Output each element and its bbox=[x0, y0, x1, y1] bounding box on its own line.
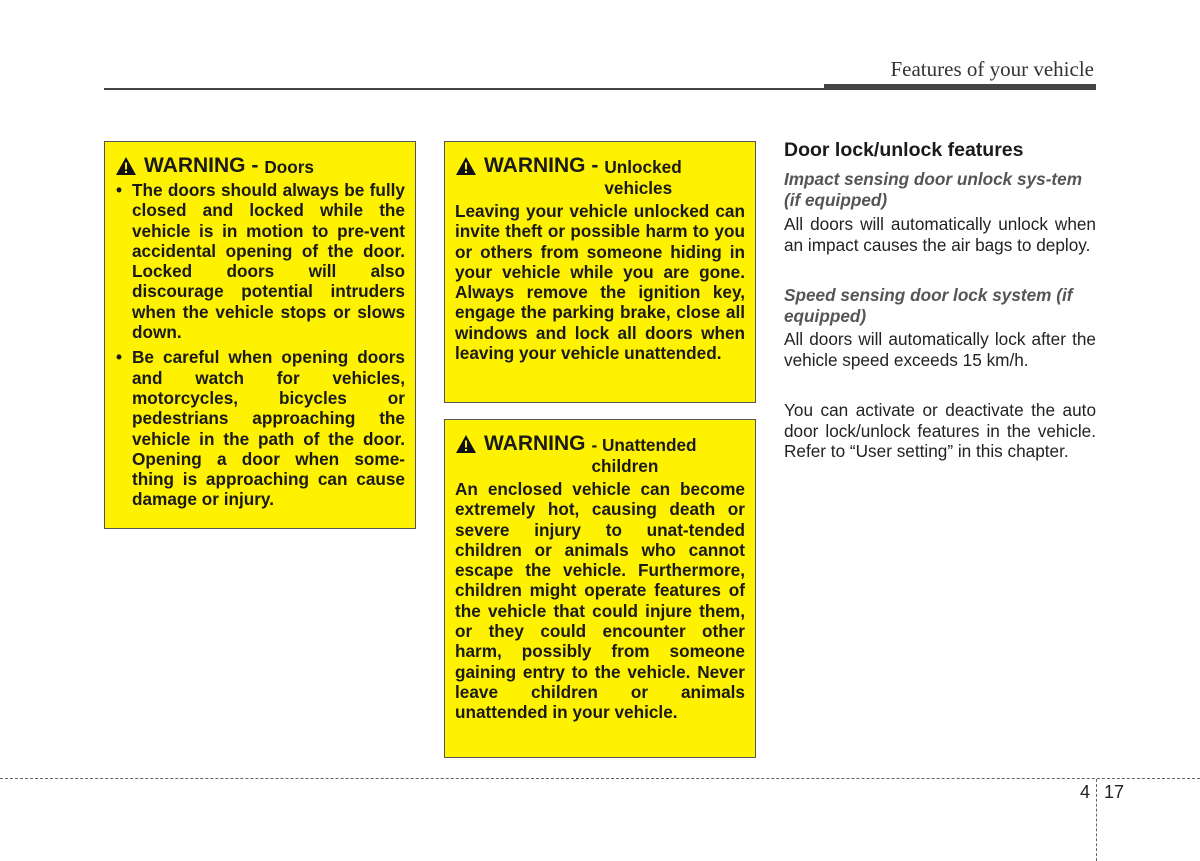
warning-triangle-icon bbox=[455, 434, 477, 454]
warning-label: WARNING - bbox=[144, 154, 259, 177]
warning-body: Leaving your vehicle unlocked can invite theft or possible harm to you or others from someone hiding in your vehicle while you are gone. Always remove the ignition key, engage the parking brake, close all windows and lock all doors when leaving your vehicle unattended. bbox=[455, 201, 745, 364]
warning-subject: Unlocked vehicles bbox=[604, 157, 682, 198]
warning-body: An enclosed vehicle can become extremely hot, causing death or severe injury to unat-tended children or animals who cannot escape the vehicle. Furthermore, children might operate features of the vehicle that could injure them, or they could encounter other harm, possibly from someone gaining entry to the vehicle. Never leave children or animals unattended in your vehicle. bbox=[455, 479, 745, 723]
warning-box-doors bbox=[104, 141, 416, 529]
header-rule-accent bbox=[824, 84, 1096, 90]
warning-header bbox=[455, 432, 745, 477]
warning-triangle-icon bbox=[455, 156, 477, 176]
warning-subject: - Unattended children bbox=[591, 435, 697, 476]
footer-divider bbox=[1096, 779, 1097, 861]
chapter-number: 4 bbox=[1080, 782, 1091, 802]
warning-bullet: • The doors should always be fully closed and locked while the vehicle is in motion to pre-vent accidental opening of the door. Locked doors will also discourage potential intruders when the vehicle stops or slows down. bbox=[116, 180, 405, 343]
warning-bullet-list bbox=[115, 180, 405, 510]
footer-rule bbox=[0, 778, 1200, 779]
speed-sensing-title: Speed sensing door lock system (if equipped) bbox=[784, 285, 1073, 326]
warning-box-unattended bbox=[444, 419, 756, 758]
impact-sensing-text: All doors will automatically unlock when an impact causes the air bags to deploy. bbox=[784, 214, 1096, 255]
warning-subject: Doors bbox=[264, 157, 314, 177]
door-lock-section bbox=[784, 138, 1096, 462]
warning-bullet: • Be careful when opening doors and watch for vehicles, motorcycles, bicycles or pedestrians approaching the vehicle in the path of the door. Opening a door when some-thing is approaching can cause damage or injury. bbox=[116, 347, 405, 510]
warning-label: WARNING bbox=[484, 432, 586, 455]
section-title: Door lock/unlock features bbox=[784, 139, 1024, 161]
impact-sensing-title: Impact sensing door unlock sys-tem (if equipped) bbox=[784, 169, 1082, 210]
warning-label: WARNING - bbox=[484, 154, 599, 177]
speed-sensing-text: All doors will automatically lock after the vehicle speed exceeds 15 km/h. bbox=[784, 329, 1096, 370]
warning-triangle-icon bbox=[115, 156, 137, 176]
running-header: Features of your vehicle bbox=[890, 57, 1094, 81]
activate-text: You can activate or deactivate the auto door lock/unlock features in the vehicle. Refer to “User setting” in this chapter. bbox=[784, 400, 1096, 461]
page-number: 17 bbox=[1104, 782, 1125, 802]
warning-header bbox=[455, 154, 745, 199]
warning-box-unlocked bbox=[444, 141, 756, 403]
warning-header bbox=[115, 154, 405, 178]
